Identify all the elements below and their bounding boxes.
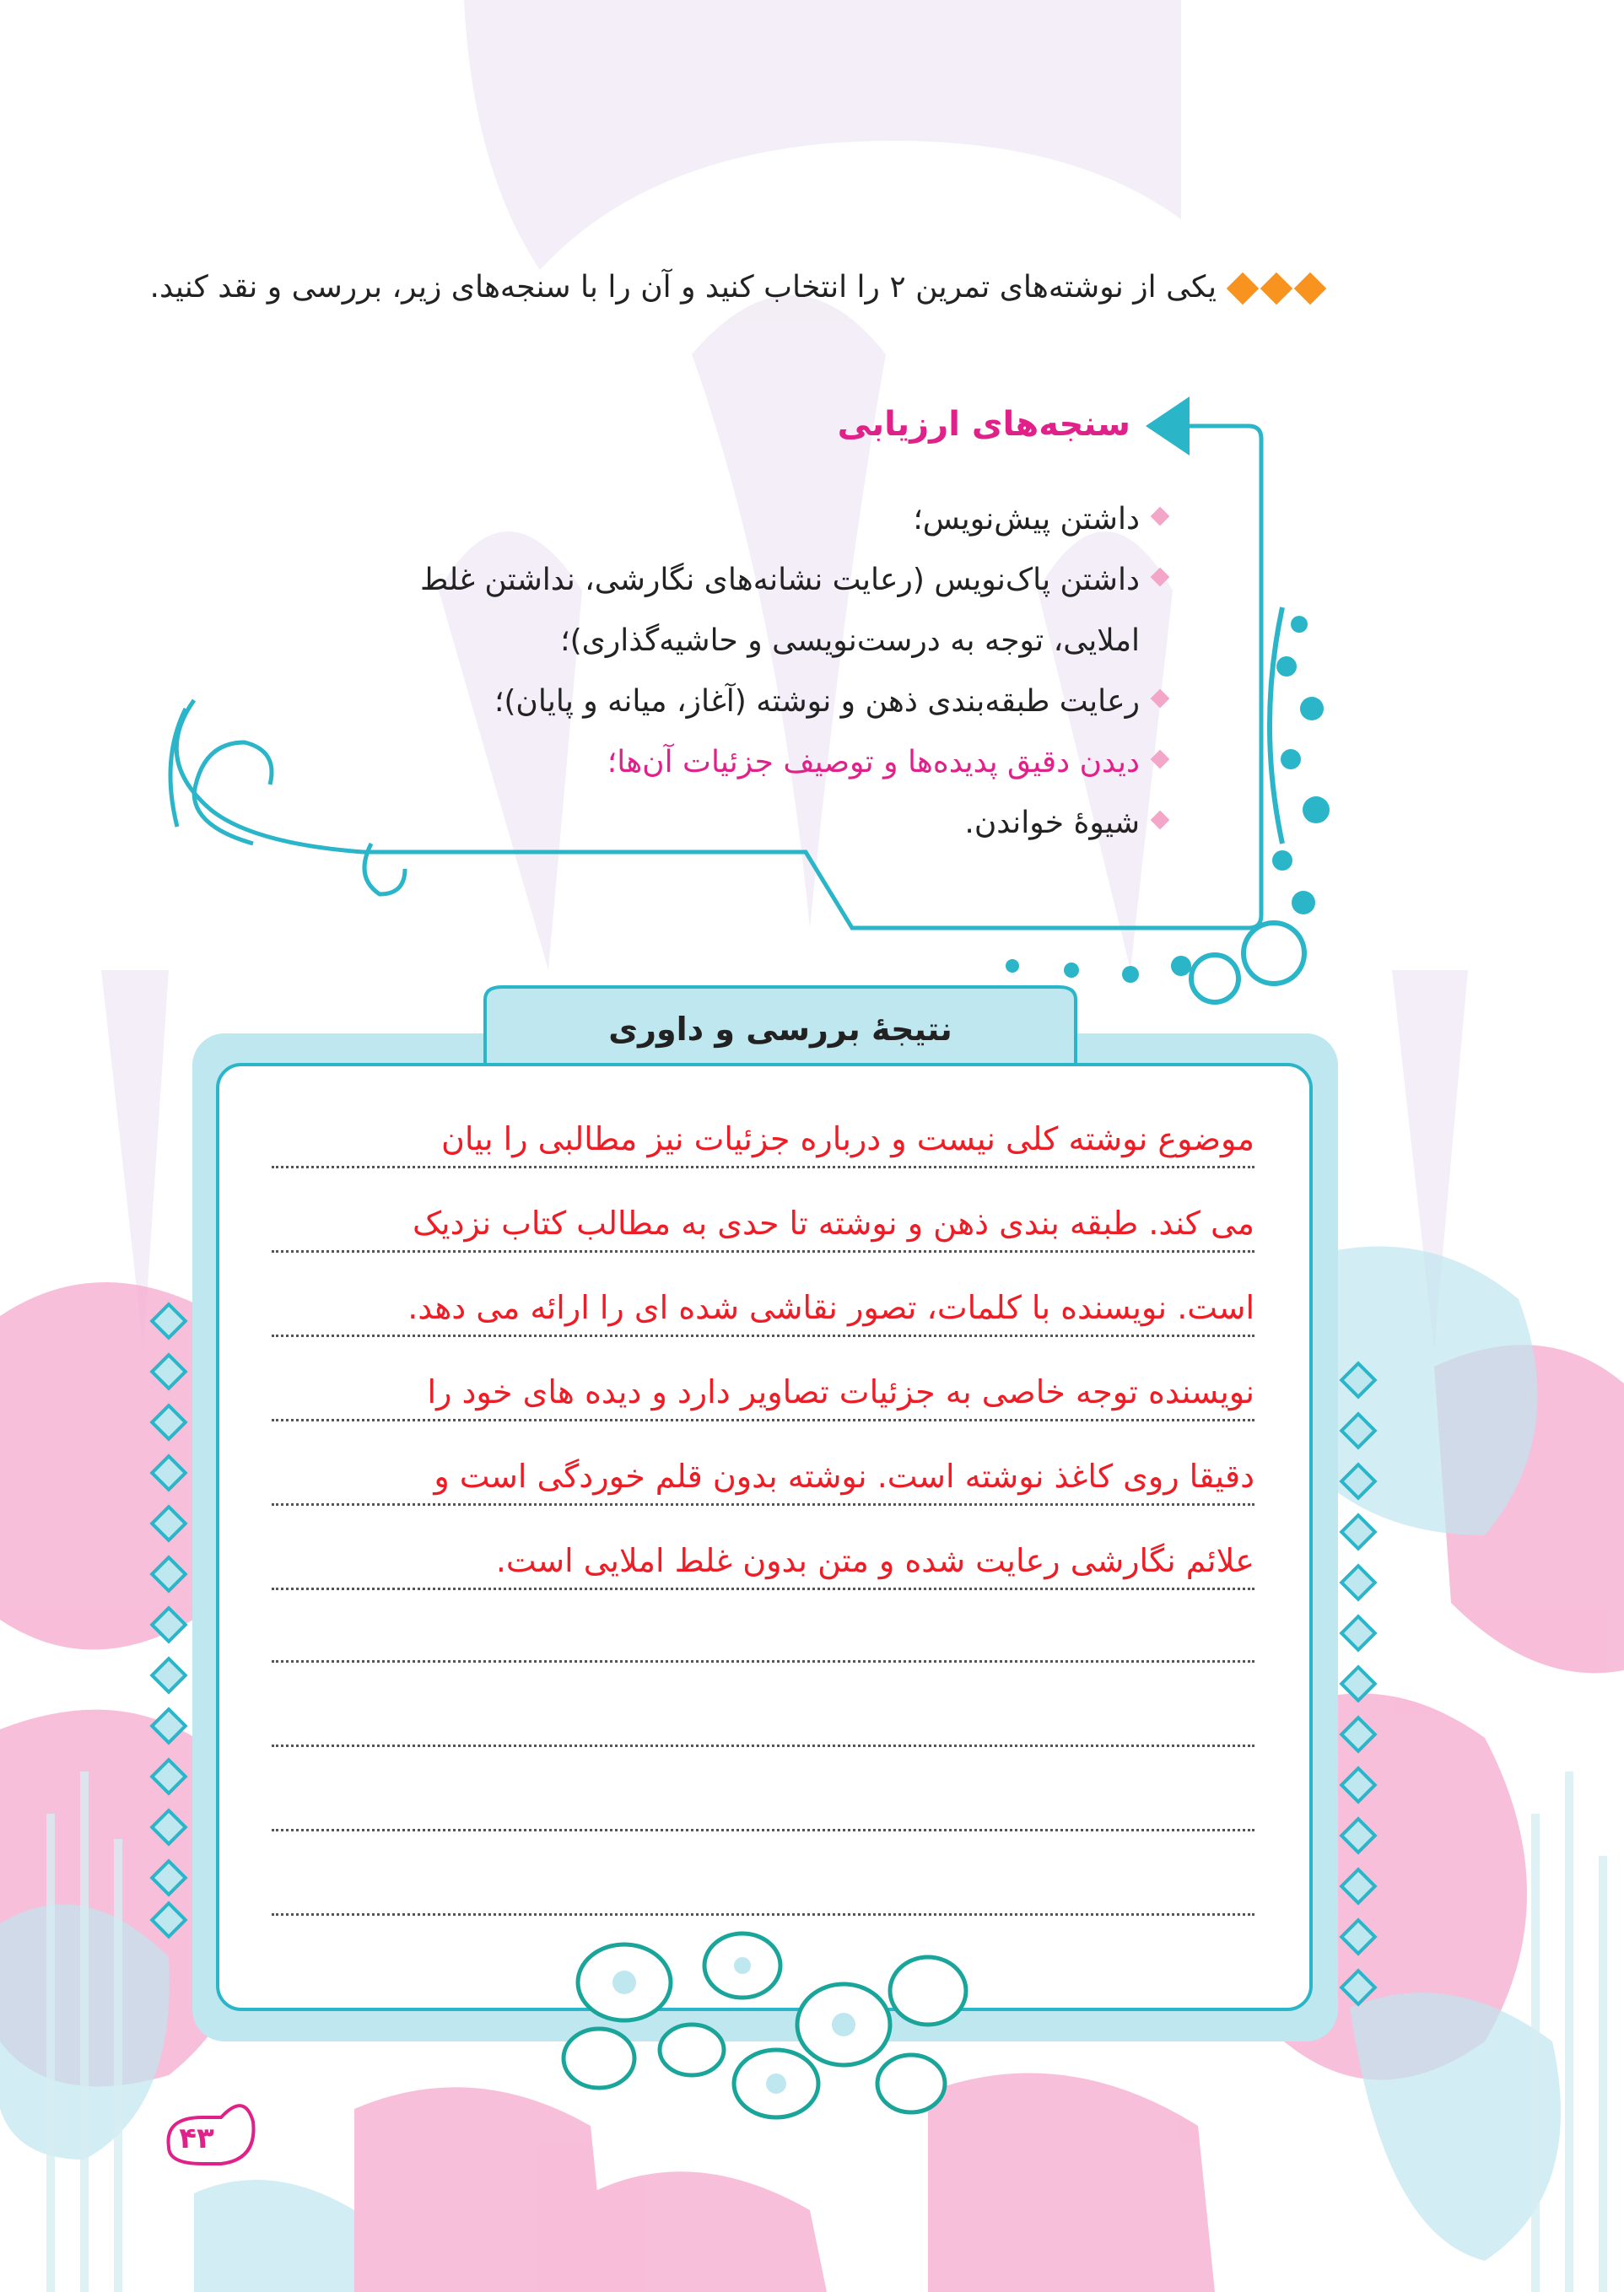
answer-line: است. نویسنده با کلمات، تصور نقاشی شده ای را ارائه می دهد.: [272, 1282, 1254, 1367]
criteria-item: شیوهٔ خواندن.: [371, 793, 1168, 854]
result-title: نتیجهٔ بررسی و داوری: [608, 1011, 952, 1048]
criteria-list: [371, 489, 1168, 854]
intro-text: یکی از نوشته‌های تمرین ۲ را انتخاب کنید و آن را با سنجه‌های زیر، بررسی و نقد کنید.: [149, 270, 1217, 305]
answer-area: [272, 1114, 1254, 1620]
criteria-item: داشتن پیش‌نویس؛: [371, 489, 1168, 550]
answer-line: نویسنده توجه خاصی به جزئیات تصاویر دارد و دیده های خود را: [272, 1367, 1254, 1451]
answer-line: می کند. طبقه بندی ذهن و نوشته تا حدی به مطالب کتاب نزدیک: [272, 1198, 1254, 1282]
answer-line: موضوع نوشته کلی نیست و درباره جزئیات نیز مطالبی را بیان: [272, 1114, 1254, 1198]
blank-writing-line: [272, 1660, 1254, 1663]
answer-line: علائم نگارشی رعایت شده و متن بدون غلط املایی است.: [272, 1535, 1254, 1620]
criteria-title: سنجه‌های ارزیابی: [837, 405, 1130, 444]
orange-diamonds-icon: [1228, 274, 1325, 303]
swirl-ornament: [170, 700, 405, 894]
blank-writing-line: [272, 1913, 1254, 1916]
criteria-arrow-icon: [1146, 396, 1190, 456]
blank-writing-line: [272, 1829, 1254, 1831]
criteria-item: دیدن دقیق پدیده‌ها و توصیف جزئیات آن‌ها؛: [371, 732, 1168, 793]
intro-instruction: [127, 253, 1325, 322]
criteria-item: رعایت طبقه‌بندی ذهن و نوشته (آغاز، میانه و پایان)؛: [371, 671, 1168, 732]
criteria-item: داشتن پاک‌نویس (رعایت نشانه‌های نگارشی، نداشتن غلط املایی، توجه به درست‌نویسی و حاشیه‌گذاری)؛: [371, 550, 1168, 671]
blank-writing-line: [272, 1745, 1254, 1747]
answer-line: دقیقا روی کاغذ نوشته است. نوشته بدون قلم خوردگی است و: [272, 1451, 1254, 1535]
page-number: ۴۳: [179, 2122, 214, 2155]
